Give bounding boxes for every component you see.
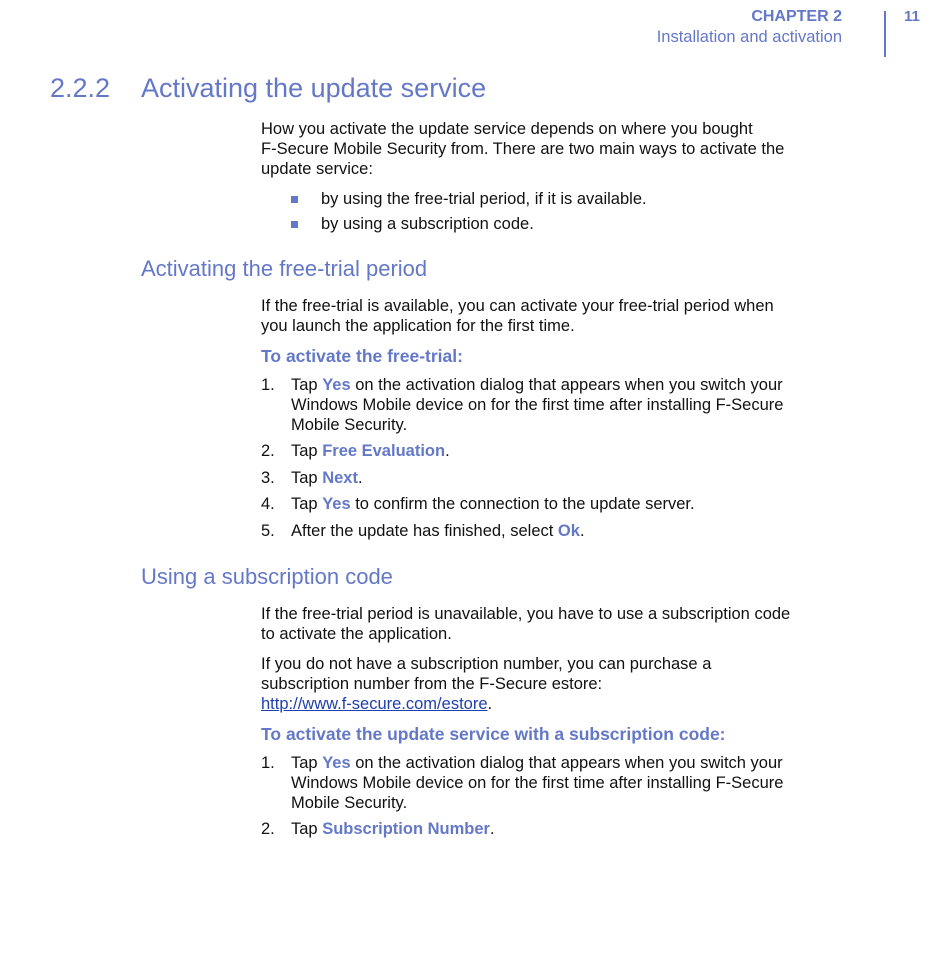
section-number: 2.2.2 [50, 73, 111, 103]
step-number: 1. [261, 376, 275, 394]
step-text: Tap [291, 820, 323, 838]
step-item [261, 494, 821, 514]
ui-keyword: Free Evaluation [322, 442, 446, 460]
step-text: Tap [291, 442, 323, 460]
step-item [261, 819, 821, 839]
text-line: update service: [261, 160, 373, 178]
step-text: Windows Mobile device on for the first time after installing F-Secure [291, 774, 784, 792]
step-text: on the activation dialog that appears when you switch your [350, 376, 783, 394]
section-title: Activating the update service [141, 73, 487, 103]
step-text: Tap [291, 469, 323, 487]
ui-keyword: Ok [557, 522, 580, 540]
header-divider [884, 11, 886, 57]
bullet-square-icon [291, 196, 298, 203]
step-item [261, 375, 821, 435]
step-item [261, 753, 821, 813]
chapter-label: CHAPTER 2 [751, 8, 842, 25]
procedure-title: To activate the free-trial: [261, 346, 463, 366]
step-item [261, 521, 821, 541]
step-text: . [445, 442, 450, 460]
chapter-title: Installation and activation [656, 28, 842, 46]
subscription-paragraph-2 [261, 654, 821, 714]
text-line: to activate the application. [261, 625, 452, 643]
procedure-title: To activate the update service with a subscription code: [261, 724, 726, 744]
estore-link[interactable]: http://www.f-secure.com/estore [261, 695, 488, 713]
ui-keyword: Yes [322, 495, 351, 513]
text-line: subscription number from the F-Secure estore: [261, 675, 603, 693]
text-line: F-Secure Mobile Security from. There are two main ways to activate the [261, 140, 785, 158]
bullet-text: by using the free-trial period, if it is available. [321, 190, 647, 208]
text-line: If you do not have a subscription number, you can purchase a [261, 655, 712, 673]
text-line: If the free-trial is available, you can activate your free-trial period when [261, 297, 774, 315]
step-text: Windows Mobile device on for the first time after installing F-Secure [291, 396, 784, 414]
subscription-paragraph-1 [261, 604, 821, 644]
step-text: After the update has finished, select [291, 522, 558, 540]
step-text: . [579, 522, 585, 540]
step-text: Mobile Security. [291, 794, 408, 812]
step-number: 3. [261, 469, 275, 487]
free-trial-paragraph [261, 296, 821, 336]
subsection-heading-subscription: Using a subscription code [141, 564, 393, 589]
ui-keyword: Yes [322, 376, 351, 394]
step-text: Tap [291, 376, 323, 394]
ui-keyword: Subscription Number [322, 820, 490, 838]
step-number: 5. [261, 522, 275, 540]
step-item [261, 441, 821, 461]
step-number: 4. [261, 495, 275, 513]
text-line: How you activate the update service depends on where you bought [261, 120, 753, 138]
step-number: 2. [261, 442, 275, 460]
link-punctuation: . [487, 695, 493, 713]
ui-keyword: Next [322, 469, 358, 487]
intro-paragraph [261, 119, 821, 179]
text-line: you launch the application for the first time. [261, 317, 575, 335]
step-text: . [489, 820, 495, 838]
running-header [657, 6, 842, 48]
step-text: . [357, 469, 363, 487]
step-text: on the activation dialog that appears when you switch your [350, 754, 783, 772]
bullet-square-icon [291, 221, 298, 228]
step-number: 1. [261, 754, 275, 772]
bullet-text: by using a subscription code. [321, 215, 534, 233]
step-text: Tap [291, 754, 323, 772]
step-text: Tap [291, 495, 323, 513]
subsection-heading-free-trial: Activating the free-trial period [141, 256, 428, 281]
text-line: If the free-trial period is unavailable, you have to use a subscription code [261, 605, 791, 623]
step-text: to confirm the connection to the update server. [350, 495, 695, 513]
step-number: 2. [261, 820, 275, 838]
step-item [261, 468, 821, 488]
page-number: 11 [904, 8, 920, 25]
step-text: Mobile Security. [291, 416, 408, 434]
ui-keyword: Yes [322, 754, 351, 772]
